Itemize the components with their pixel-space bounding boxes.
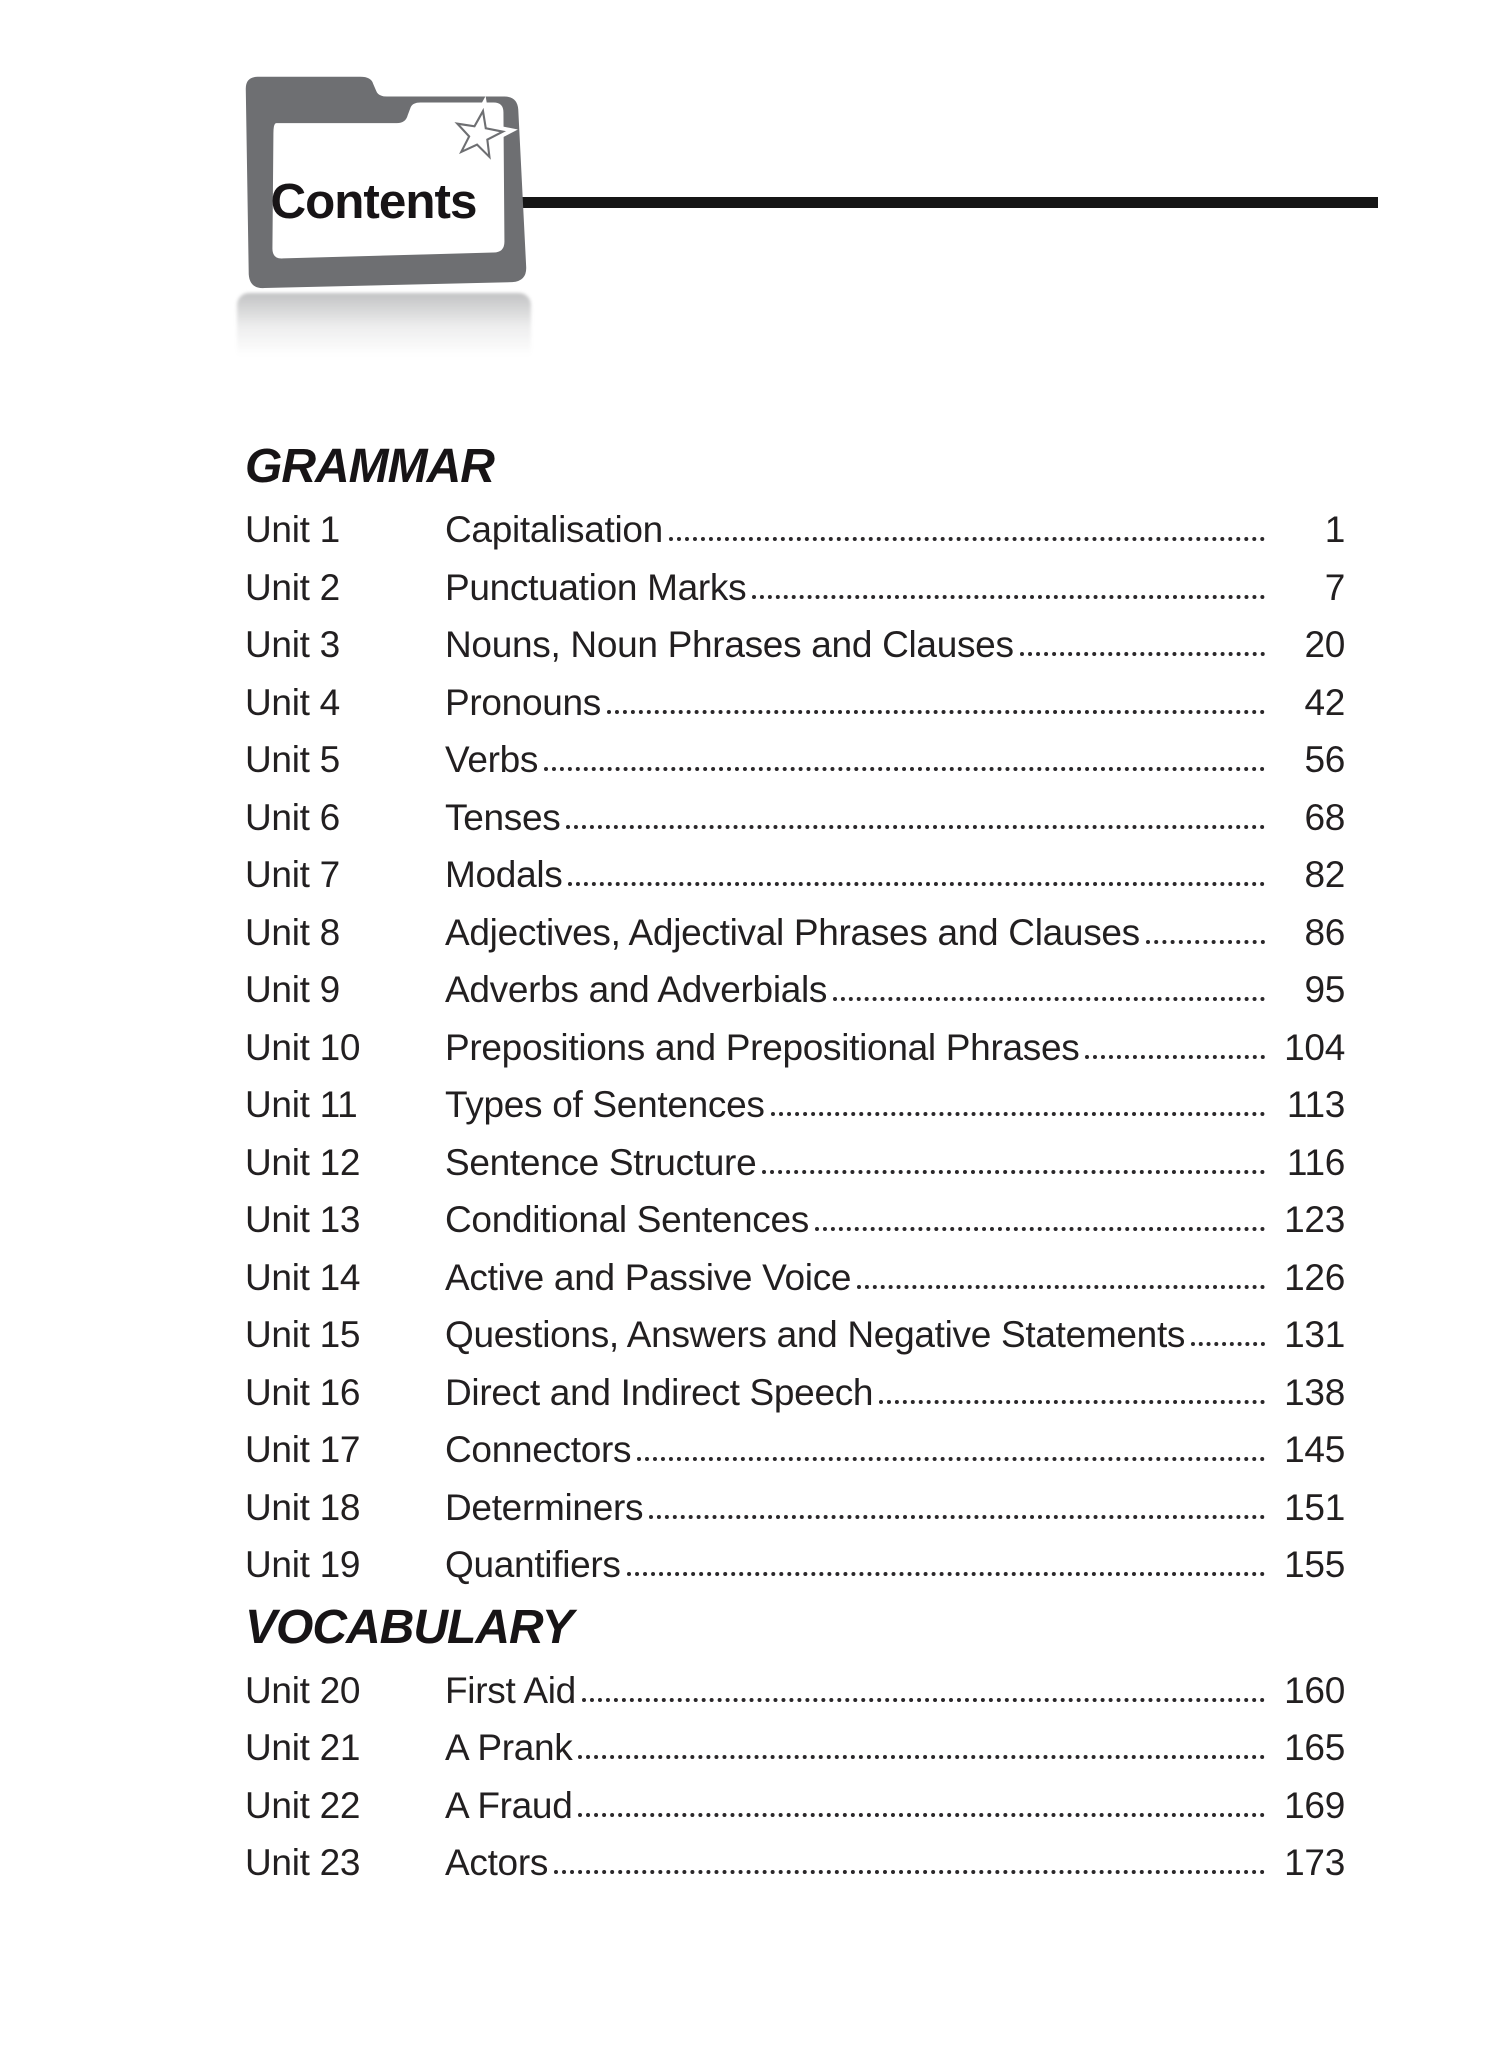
unit-number: Unit 15 <box>245 1314 361 1355</box>
unit-number: Unit 14 <box>245 1256 361 1298</box>
unit-title: Types of Sentences <box>445 1084 765 1125</box>
unit-number: Unit 8 <box>245 911 340 953</box>
unit-title: Sentence Structure <box>445 1141 757 1183</box>
dot-leader <box>669 537 1265 541</box>
unit-title: A Fraud <box>445 1784 573 1826</box>
page-number: 7 <box>1324 566 1345 608</box>
toc-entry-row <box>245 1430 1345 1470</box>
unit-number: Unit 5 <box>245 739 340 780</box>
page-number: 126 <box>1284 1256 1345 1298</box>
dot-leader <box>554 1870 1265 1874</box>
dot-leader <box>771 1112 1265 1116</box>
toc-entry-row <box>245 1786 1345 1826</box>
page-number: 113 <box>1286 1084 1345 1125</box>
toc-entry-row <box>245 1258 1345 1298</box>
contents-label: Contents <box>270 173 477 229</box>
unit-title: Connectors <box>445 1429 632 1470</box>
unit-number: Unit 10 <box>245 1026 361 1068</box>
unit-title: Prepositions and Prepositional Phrases <box>445 1026 1080 1068</box>
page-number: 104 <box>1284 1026 1345 1068</box>
unit-number: Unit 2 <box>245 566 340 608</box>
page-number: 160 <box>1284 1669 1345 1711</box>
page-number: 138 <box>1284 1371 1345 1413</box>
section-title: VOCABULARY <box>245 1600 573 1654</box>
unit-title: First Aid <box>445 1669 576 1711</box>
page-number: 123 <box>1284 1199 1345 1240</box>
dot-leader <box>857 1285 1265 1289</box>
unit-number: Unit 12 <box>245 1141 361 1183</box>
toc-entry-row <box>245 1728 1345 1768</box>
page-number: 56 <box>1304 739 1345 780</box>
unit-number: Unit 22 <box>245 1784 361 1826</box>
unit-number: Unit 6 <box>245 796 340 838</box>
dot-leader <box>752 595 1265 599</box>
unit-title: Questions, Answers and Negative Statements <box>445 1314 1186 1355</box>
unit-number: Unit 3 <box>245 624 340 665</box>
toc-entry-row <box>245 1545 1345 1585</box>
unit-title: Quantifiers <box>445 1544 621 1585</box>
unit-number: Unit 16 <box>245 1371 361 1413</box>
dot-leader <box>1146 940 1265 944</box>
page-number: 155 <box>1284 1544 1345 1585</box>
toc-entry-row <box>245 683 1345 723</box>
unit-number: Unit 7 <box>245 854 340 895</box>
dot-leader <box>833 997 1265 1001</box>
toc-entry-row <box>245 1843 1345 1883</box>
page-number: 42 <box>1304 681 1345 723</box>
dot-leader <box>544 767 1265 771</box>
unit-title: Modals <box>445 854 563 895</box>
page-number: 82 <box>1304 854 1345 895</box>
folder-reflection <box>237 293 531 367</box>
unit-number: Unit 4 <box>245 681 340 723</box>
dot-leader <box>1085 1055 1265 1059</box>
unit-title: Nouns, Noun Phrases and Clauses <box>445 624 1014 665</box>
page-number: 20 <box>1304 624 1345 665</box>
unit-title: Tenses <box>445 796 561 838</box>
toc-entry-row <box>245 798 1345 838</box>
unit-number: Unit 19 <box>245 1544 361 1585</box>
toc-entry-row <box>245 1143 1345 1183</box>
dot-leader <box>1191 1342 1265 1346</box>
dot-leader <box>582 1698 1265 1702</box>
unit-number: Unit 9 <box>245 969 340 1010</box>
toc-entry-row <box>245 625 1345 665</box>
unit-title: Determiners <box>445 1486 644 1528</box>
folder-icon <box>233 60 533 292</box>
page-number: 145 <box>1284 1429 1345 1470</box>
toc-entry-row <box>245 855 1345 895</box>
unit-number: Unit 17 <box>245 1429 361 1470</box>
dot-leader <box>637 1457 1265 1461</box>
unit-number: Unit 18 <box>245 1486 361 1528</box>
unit-number: Unit 1 <box>245 509 340 550</box>
toc-entry-row <box>245 1200 1345 1240</box>
toc-entry-row <box>245 568 1345 608</box>
unit-title: Adverbs and Adverbials <box>445 969 828 1010</box>
unit-number: Unit 11 <box>245 1084 358 1125</box>
unit-title: Direct and Indirect Speech <box>445 1371 874 1413</box>
dot-leader <box>1020 652 1265 656</box>
toc-entry-row <box>245 1671 1345 1711</box>
unit-title: Verbs <box>445 739 539 780</box>
unit-number: Unit 20 <box>245 1669 361 1711</box>
unit-title: Pronouns <box>445 681 601 723</box>
unit-title: Punctuation Marks <box>445 566 747 608</box>
dot-leader <box>879 1400 1265 1404</box>
unit-title: Actors <box>445 1842 549 1883</box>
page-number: 165 <box>1284 1727 1345 1768</box>
page-number: 116 <box>1286 1141 1345 1183</box>
toc-entry-row <box>245 1488 1345 1528</box>
dot-leader <box>762 1170 1265 1174</box>
unit-number: Unit 13 <box>245 1199 361 1240</box>
page-number: 86 <box>1304 911 1345 953</box>
toc-entry-row <box>245 1315 1345 1355</box>
dot-leader <box>607 710 1265 714</box>
dot-leader <box>566 825 1265 829</box>
page-number: 169 <box>1284 1784 1345 1826</box>
dot-leader <box>815 1227 1265 1231</box>
toc-entry-row <box>245 970 1345 1010</box>
page-number: 1 <box>1324 509 1345 550</box>
dot-leader <box>578 1755 1265 1759</box>
unit-title: Conditional Sentences <box>445 1199 809 1240</box>
unit-title: Capitalisation <box>445 509 663 550</box>
toc-entry-row <box>245 510 1345 550</box>
table-of-contents <box>245 442 1345 1901</box>
toc-entry-row <box>245 740 1345 780</box>
dot-leader <box>627 1572 1265 1576</box>
page-number: 173 <box>1284 1842 1345 1883</box>
page-number: 95 <box>1304 969 1345 1010</box>
unit-title: A Prank <box>445 1727 573 1768</box>
dot-leader <box>568 882 1265 886</box>
toc-entry-row <box>245 1373 1345 1413</box>
toc-entry-row <box>245 913 1345 953</box>
page-number: 68 <box>1304 796 1345 838</box>
dot-leader <box>578 1813 1265 1817</box>
page-number: 131 <box>1284 1314 1345 1355</box>
unit-title: Active and Passive Voice <box>445 1256 852 1298</box>
page-number: 151 <box>1284 1486 1345 1528</box>
dot-leader <box>649 1515 1265 1519</box>
header-rule-line <box>505 197 1378 208</box>
unit-number: Unit 21 <box>245 1727 361 1768</box>
unit-number: Unit 23 <box>245 1842 361 1883</box>
toc-entry-row <box>245 1085 1345 1125</box>
section-title: GRAMMAR <box>245 440 494 493</box>
toc-entry-row <box>245 1028 1345 1068</box>
unit-title: Adjectives, Adjectival Phrases and Clauses <box>445 911 1140 953</box>
contents-banner <box>0 0 1497 400</box>
